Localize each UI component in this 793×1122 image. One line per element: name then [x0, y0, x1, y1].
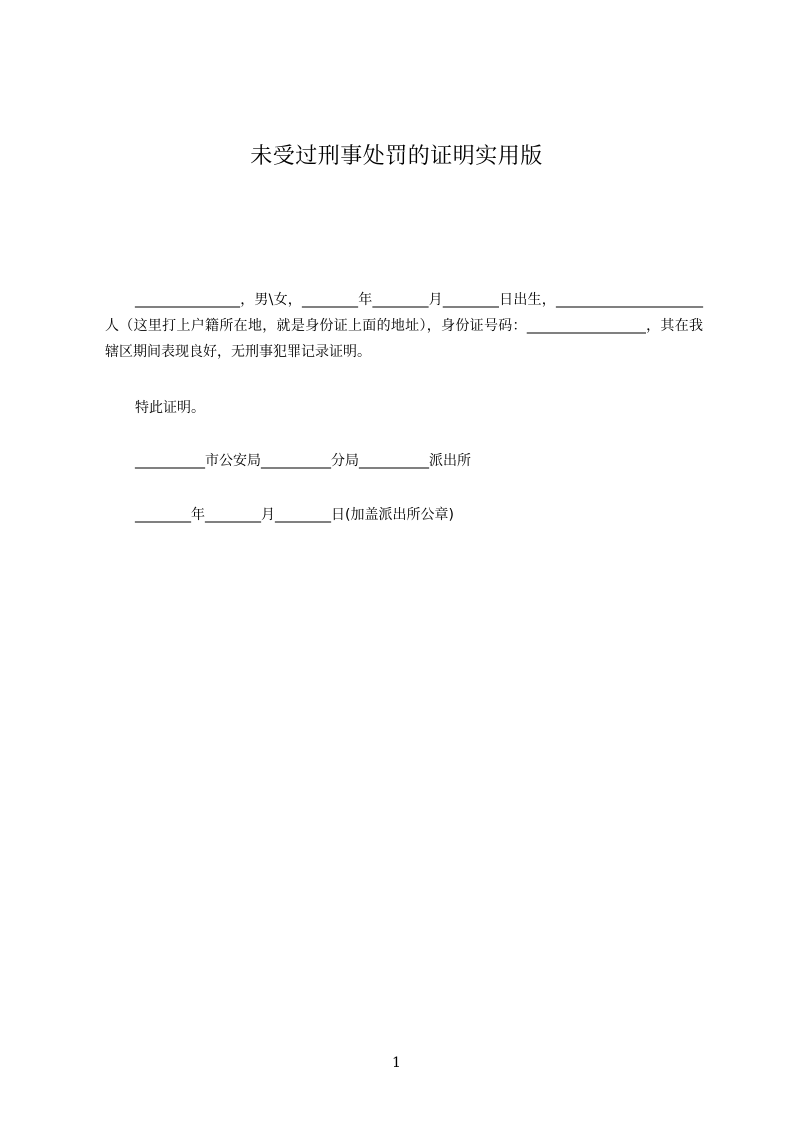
certificate-body-paragraph: _______________，男\女，________年________月________日出生，_____________________人（这里打上户籍所在地，就是身份证上面的地址），身份证号码：_________________，其在我辖区期间表现良好，无刑事犯罪记录证明。 [105, 292, 703, 360]
date-seal-line: ________年________月________日(加盖派出所公章) [135, 507, 454, 523]
police-station-line: __________市公安局__________分局__________派出所 [135, 453, 471, 469]
document-title: 未受过刑事处罚的证明实用版 [250, 144, 543, 169]
page-number: 1 [392, 1055, 401, 1071]
conclusion-line: 特此证明。 [135, 400, 205, 416]
